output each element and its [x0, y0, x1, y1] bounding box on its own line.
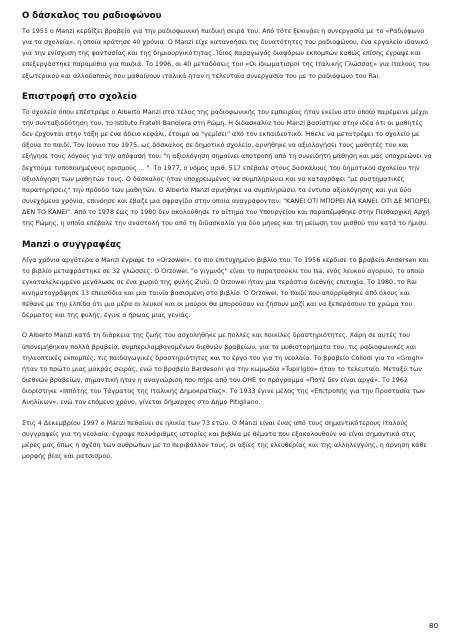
section-return-to-school [22, 91, 434, 230]
section-manzi-writer [22, 239, 434, 463]
paragraph: Στις 4 Δεκεμβρίου 1997 ο Manzi πεθαίνει σε ηλικία των 73 ετών. Ο Manzi είναι ένας από τους σημαντικότερους Ιταλούς συγγραφείς για τη νεολαία, έγραψε πολυάριθμες ιστορίες και βιβλία με θέματα που εξακολουθούν να είναι σημαντικά στις μέρες μας όπως η σχέση των ανθρώπων με το περιβάλλον τους, οι αξίες της ελευθερίας και της αλληλεγγύης, η άρνηση κάθε μορφής βίας και ρατσισμού. [22, 419, 427, 460]
section-heading: Manzi ο συγγραφέας [22, 239, 122, 250]
paragraph: Λίγα χρόνια αργότερα ο Manzi έγραψε το «Orzowei», το πιο επιτυχημένο βιβλίο του. Το 1956 κέρδισε το βραβείο Andersen και το βιβλίο μεταφράστηκε σε 32 γλώσσες. Ο Orzowei, "ο γιγμνός" είναι το παρατσούκλι του Isa, ενός λευκού αγοριού, το οποίο εγκαταλελειμμένο μεγάλωσε σε ένα χωριό της φυλής Zulù. Ο Orzowei ήταν μια τεράστια διεθνής επιτυχία. Το 1980, το Rai κινηματογράφησε 13 επεισόδια και μια ταινία βασισμένη στο βιβλίο. Ο Orzowei, το παιδί που απορρίφθηκε από όλους και πέθανε με την ελπίδα ότι μια μέρα οι λευκοί και οι μαύροι θα μπορούσαν να ζήσουν μαζί και να ξεπεράσουν το χρώμα του δέρματος και της φυλής, έγινε ο ήρωας μιας γενιάς. [22, 256, 429, 320]
section-heading: Ο δάσκαλος του ραδιοφώνου [22, 11, 162, 21]
paragraph: Το σχολείο όπου επέστρεψε ο Alberto Manzi στο τέλος της ραδιοφωνικής του εμπειρίας ήταν εκείνο στο οποίο παρέμεινε μέχρι την συνταξιοδότηση του, το Istituto Fratelli Bandiera στη Ρώμη. Η διδασκαλία του Manzi βασίστηκε στην ιδέα ότι οι μαθητές δεν έρχονται στην τάξη με ένα άδειο κεφάλι, έτοιμο να "γεμίσει" από τον εκπαιδευτικό. Ήθελε να μετατρέψει το σχολείο με άξονα το παιδί. Τον Ιούνιο του 1975, ως δάσκαλος σε δημοτικό σχολείο, αρνήθηκε να αξιολογήσει τους μαθητές του και εξήγησε τους λόγους για την απόφασή του: "η αξιολόγηση σημαίνει αποτροπή από τη συνειδητή μάθηση και μας υποχρεώνει να δεχτούμε τυποποιημένους ορισμούς ... ". Το 1977, ο νόμος αριθ. 517 επέβαλε στους δασκάλους του δημοτικού σχολείου την αξιολόγηση των μαθητών τους. Ο δάσκαλος ήταν υποχρεωμένος να συμπληρώνει και να καταγράφει "με συστηματικές παρατηρήσεις" την πρόοδο των μαθητών. Ο Alberto Manzi αρνήθηκε να συμπληρώσει τα έντυπα αξιολόγησης και για δύο συνεχόμενα χρόνια, επινόησε και έβαζε μια σφραγίδα στην οποία αναγράφονταν: "ΚΑΝΕΙ ΟΤΙ ΜΠΟΡΕΙ ΝΑ ΚΑΝΕΙ. ΟΤΙ ΔΕ ΜΠΟΡΕΙ, ΔΕΝ ΤΟ ΚΑΝΕΙ". Από το 1978 έως το 1980 δεν ακολούθησε το αίτημα του Υπουργείου και παραπέμφθηκε στην Πειθαρχική Αρχή της Ρώμης, η οποία επέβαλε την αναστολή του από τη διδασκαλία για δύο μήνες και τη μείωση του μισθού του κατά το ήμισυ. [22, 108, 432, 228]
section-radio-teacher [22, 10, 434, 82]
paragraph: Το 1951 ο Manzi κερδίζει βραβείο για την ραδιοφωνική παιδική σειρά του. Από τότε ξεκινάει η συνεργασία με το «Ραδιόφωνο για τα σχολεία», η οποία κράτησε 40 χρόνια. Ο Manzi είχε κατανοήσει τις δυνατότητες του ραδιοφώνου, ένα εργαλείο ιδανικό για την ενίσχυση της φαντασίας και της δημιουργικότητας. Ίδιος παραγωγός διαφόρων εκπομπών καθώς επίσης έγραψε και επεξεργάστηκε παραμύθια για παιδιά. Το 1996, οι 40 μεταδόσεις του «Οι Ιδιωματισμοί της Ιταλικής Γλώσσας» για Ιταλούς του εξωτερικού και αλλοδαπούς που μαθαίνουν ιταλικά ήταν η τελευταία συνεργασία του με το ραδιόφωνο του Rai. [22, 28, 430, 80]
page-number: 80 [429, 621, 439, 630]
paragraph: Ο Alberto Manzi κατά τη διάρκεια της ζωής του ασχολήθηκε με πολλές και ποικίλες δραστηριότητες. Χάρη σε αυτές του απονεμήθηκαν πολλά βραβεία, συμπεριλαμβανομένων διεθνών βραβείων, για τα μυθιστορήματα του, τις ραδιοφωνικές και τηλεοπτικές εκπομπές, τις παιδαγωγικές δραστηριότητες και το έργο του για τη νεολαία. Το βραβείο Collodi για το «Grogh» ήταν το πρώτο μιας μακράς σειράς, ενώ το βραβείο Bardesoni για την κωμωδία «Tupiriglio» ήταν το τελευταίο. Μεταξύ των διεθνών βραβείων, σημαντική ήταν η αναγνώριση που πήρε από τον ΟΗΕ το πρόγραμμα «Ποτέ δεν είναι αργά». Το 1962 διορίστηκε «Ιππότης του Τάγματος της Ιταλικής Δημοκρατίας». Το 1933 έγινε μέλος της «Επιτροπής για την Προστασία των Ανηλίκων», ενώ τον επόμενο χρόνο, γίνεται δήμαρχος στο Δήμο Pitigliano. [22, 332, 425, 407]
document-page [22, 10, 434, 471]
section-heading: Επιστροφή στο σχολείο [22, 91, 137, 102]
